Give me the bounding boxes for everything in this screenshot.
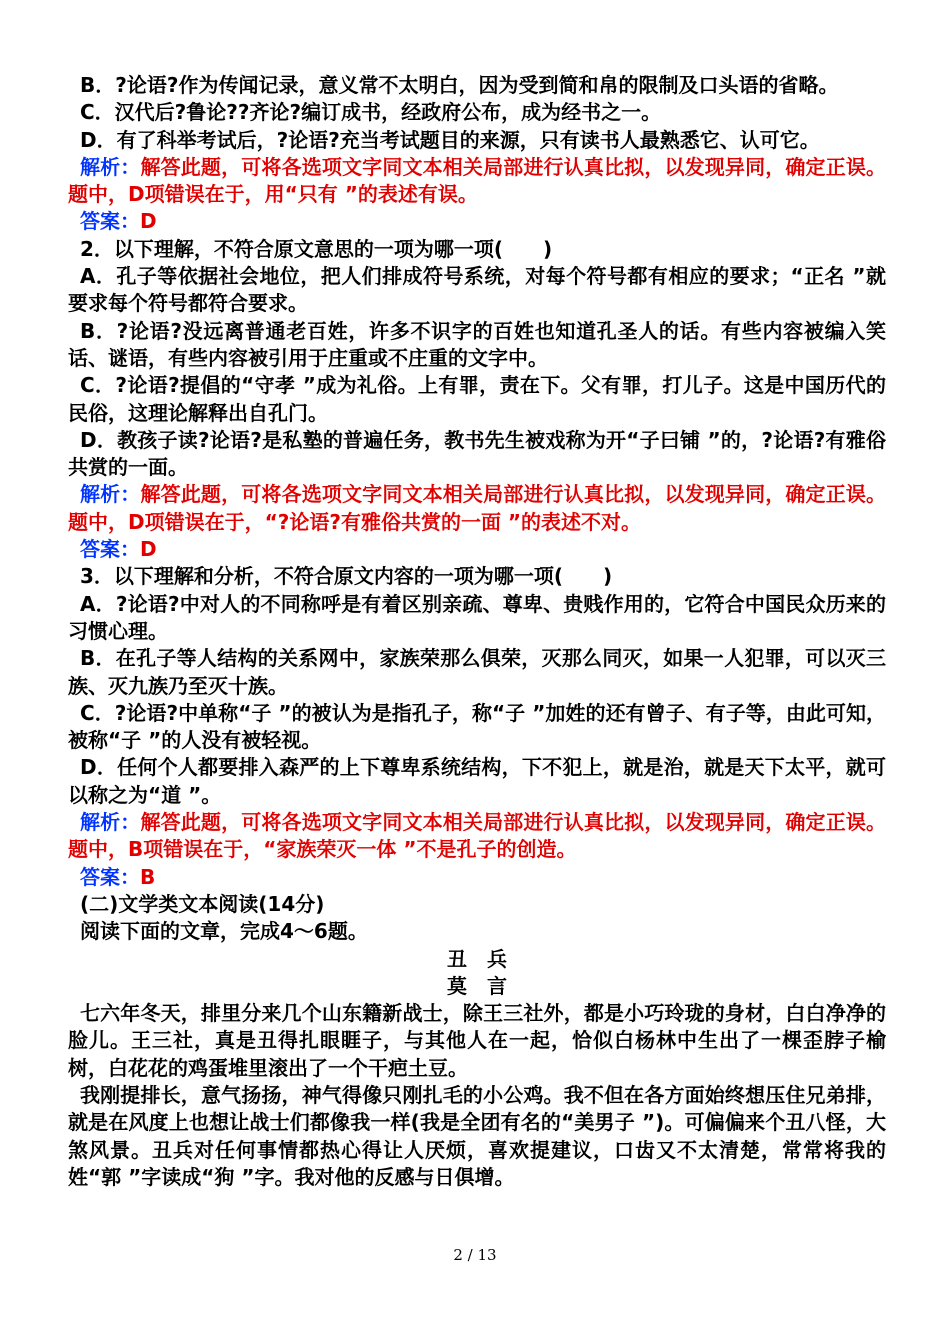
answer-value: D: [140, 209, 157, 234]
q2-option-a: A．孔子等依据社会地位，把人们排成符号系统，对每个符号都有相应的要求；“正名 ”就要求每个符号都符合要求。: [68, 264, 886, 316]
q2-stem: 2．以下理解，不符合原文意思的一项为哪一项( ): [80, 236, 553, 261]
q2-option-c: C．?论语?提倡的“守孝 ”成为礼俗。上有罪，责在下。父有罪，打儿子。这是中国历代的民俗，这理论解释出自孔门。: [68, 373, 886, 425]
section-instruction: 阅读下面的文章，完成4～6题。: [80, 919, 368, 944]
analysis-text: 解答此题，可将各选项文字同文本相关局部进行认真比拟，以发现异同，确定正误。题中，D项错误在于，用“只有 ”的表述有误。: [68, 154, 887, 207]
q2-option-d: D．教孩子读?论语?是私塾的普遍任务，教书先生被戏称为开“子曰铺 ”的，?论语?有雅俗共赏的一面。: [68, 427, 886, 480]
analysis-label: 解析：: [80, 154, 141, 179]
answer-label: 答案：: [80, 864, 140, 889]
q3-stem: 3．以下理解和分析，不符合原文内容的一项为哪一项( ): [80, 564, 613, 589]
q1-answer: [68, 208, 886, 235]
section-heading: (二)文学类文本阅读(14分): [80, 891, 325, 916]
story-author: 莫 言: [447, 973, 507, 998]
q2-answer: [68, 536, 886, 563]
q3-option-a: A．?论语?中对人的不同称呼是有着区别亲疏、尊卑、贵贱作用的，它符合中国民众历来的习惯心理。: [68, 591, 886, 643]
story-paragraph-2: 我刚提排长，意气扬扬，神气得像只刚扎毛的小公鸡。我不但在各方面始终想压住兄弟排，就是在风度上也想让战士们都像我一样(我是全团有名的“美男子 ”)。可偏偏来个丑八怪，大煞风景。丑兵对任何事情都热心得让人厌烦，喜欢提建议，口齿又不太清楚，常常将我的姓“郭 ”字读成“狗 ”字。我对他的反感与日俱增。: [68, 1082, 886, 1189]
q3-option-d: D．任何个人都要排入森严的上下尊卑系统结构，下不犯上，就是治，就是天下太平，就可以称之为“道 ”。: [68, 755, 886, 807]
story-paragraph-1: 七六年冬天，排里分来几个山东籍新战士，除王三社外，都是小巧玲珑的身材，白白净净的脸儿。王三社，真是丑得扎眼睚子，与其他人在一起，恰似白杨林中生出了一棵歪脖子榆树，白花花的鸡蛋堆里滚出了一个干疤土豆。: [68, 1001, 886, 1080]
q2-option-b: B．?论语?没远离普通老百姓，许多不识字的百姓也知道孔圣人的话。有些内容被编入笑话、谜语，有些内容被引用于庄重或不庄重的文字中。: [68, 318, 886, 370]
q1-option-d: D．有了科举考试后，?论语?充当考试题目的来源，只有读书人最熟悉它、认可它。: [80, 127, 820, 152]
answer-value: B: [140, 864, 156, 889]
q1-analysis: [68, 154, 886, 209]
answer-value: D: [140, 537, 157, 562]
q3-option-c: C．?论语?中单称“子 ”的被认为是指孔子，称“子 ”加姓的还有曾子、有子等，由此可知，被称“子 ”的人没有被轻视。: [68, 700, 886, 753]
answer-label: 答案：: [80, 537, 140, 562]
analysis-label: 解析：: [80, 810, 141, 835]
page-content: [68, 72, 886, 1191]
q2-analysis: [68, 481, 886, 536]
q1-option-c: C．汉代后?鲁论??齐论?编订成书，经政府公布，成为经书之一。: [80, 100, 662, 125]
page-number: 2 / 13: [453, 1246, 497, 1264]
analysis-text: 解答此题，可将各选项文字同文本相关局部进行认真比拟，以发现异同，确定正误。题中，B项错误在于，“家族荣灭一体 ”不是孔子的创造。: [68, 810, 887, 862]
analysis-text: 解答此题，可将各选项文字同文本相关局部进行认真比拟，以发现异同，确定正误。题中，D项错误在于，“?论语?有雅俗共赏的一面 ”的表述不对。: [68, 482, 887, 534]
q3-analysis: [68, 809, 886, 864]
q3-option-b: B．在孔子等人结构的关系网中，家族荣那么俱荣，灭那么同灭，如果一人犯罪，可以灭三族、灭九族乃至灭十族。: [68, 646, 886, 698]
answer-label: 答案：: [80, 209, 140, 234]
q1-option-b: B．?论语?作为传闻记录，意义常不太明白，因为受到简和帛的限制及口头语的省略。: [80, 73, 839, 97]
analysis-label: 解析：: [80, 482, 141, 507]
q3-answer: [68, 864, 886, 891]
story-title: 丑 兵: [447, 946, 507, 971]
